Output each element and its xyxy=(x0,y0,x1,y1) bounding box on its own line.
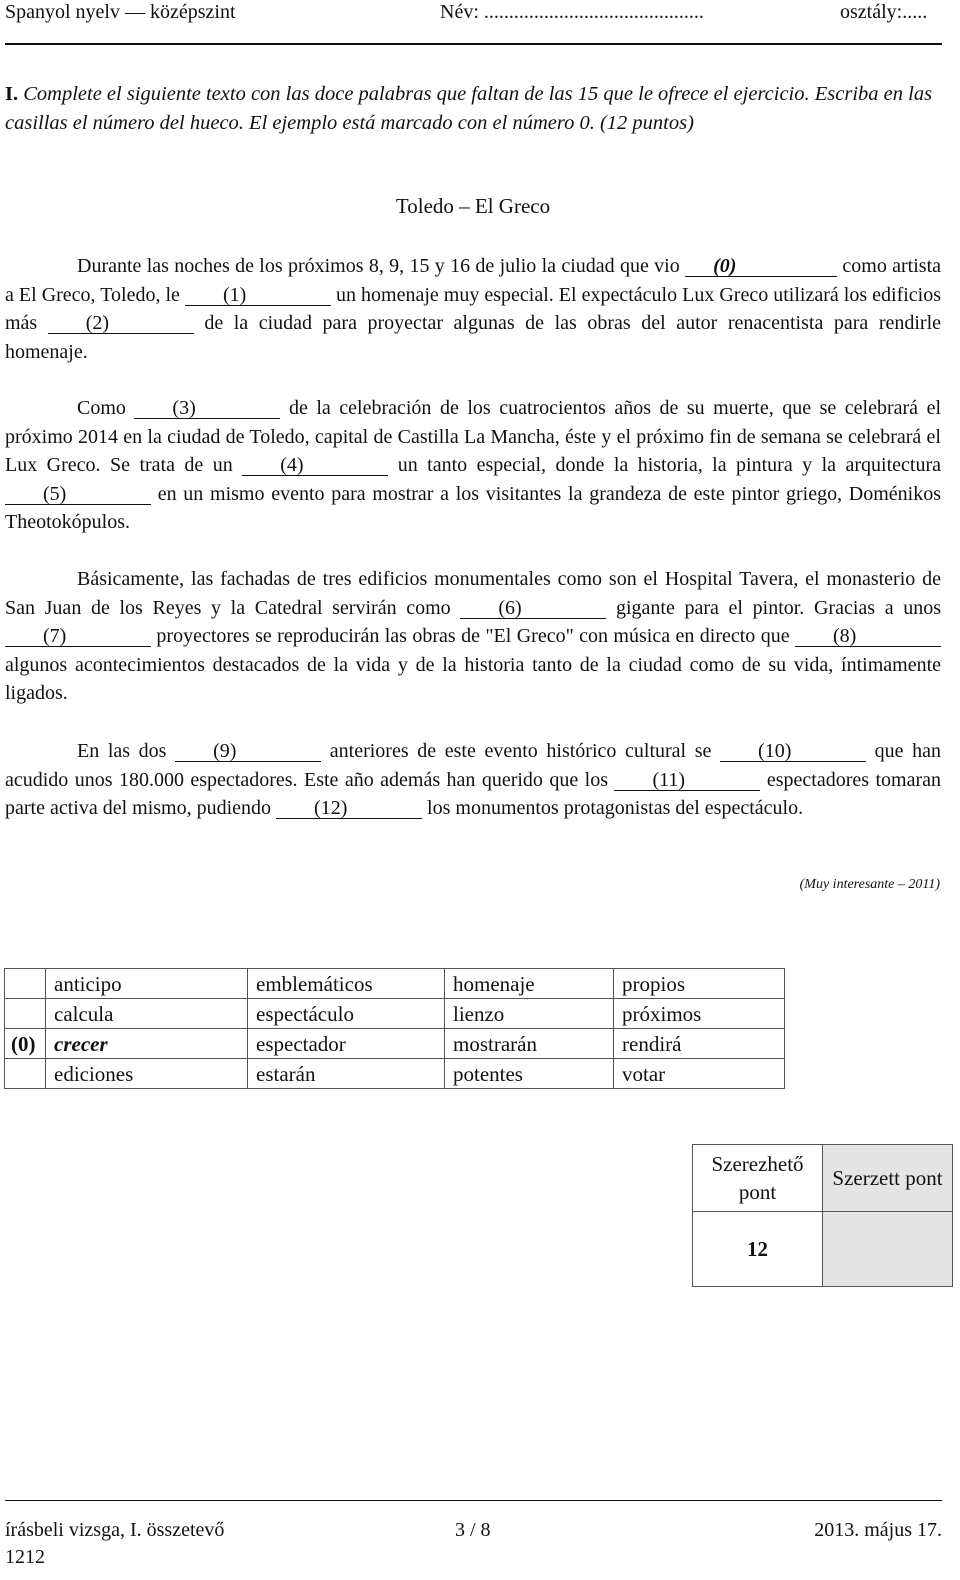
word-cell-example: crecer xyxy=(46,1029,248,1059)
gap-11: (11) xyxy=(614,770,760,791)
word-cell: propios xyxy=(614,969,785,999)
page-number: 3 / 8 xyxy=(455,1519,491,1541)
task-number: I. xyxy=(5,83,19,105)
gap-9: (9) xyxy=(175,741,321,762)
task-instruction xyxy=(5,80,940,137)
row-marker xyxy=(5,969,46,999)
score-box xyxy=(692,1144,953,1287)
footer-code: 1212 xyxy=(5,1546,45,1568)
gap-4: (4) xyxy=(242,455,388,476)
table-row xyxy=(5,999,785,1029)
gap-2: (2) xyxy=(48,313,194,334)
paragraph-4: En las dos (9) anteriores de este evento histórico cultural se (10) que han acudido unos 180.000 espectadores. Este año además han querido que los (11) espectadores tomaran parte activa del mismo, pudiendo (12) los monumentos protagonistas del espectáculo. xyxy=(5,740,942,819)
table-row xyxy=(5,1059,785,1089)
word-cell: ediciones xyxy=(46,1059,248,1089)
header-class-field: osztály:..... xyxy=(840,1,928,23)
gap-3: (3) xyxy=(134,398,280,419)
gap-1: (1) xyxy=(185,285,331,306)
header-subject: Spanyol nyelv — középszint xyxy=(5,1,236,23)
word-cell: rendirá xyxy=(614,1029,785,1059)
earned-points-field[interactable] xyxy=(823,1212,953,1287)
paragraph-1: Durante las noches de los próximos 8, 9, 15 y 16 de julio la ciudad que vio (0) como artista a El Greco, Toledo, le (1) un homenaje muy especial. El expectáculo Lux Greco utilizará los edificios más (2) de la ciudad para proyectar algunas de las obras del autor renacentista para rendirle homenaje. xyxy=(5,255,942,363)
gap-6: (6) xyxy=(460,598,606,619)
source-citation: (Muy interesante – 2011) xyxy=(799,877,940,892)
gap-0: (0) xyxy=(685,256,837,277)
row-marker xyxy=(5,1059,46,1089)
footer-date: 2013. május 17. xyxy=(814,1519,942,1541)
word-cell: estarán xyxy=(248,1059,445,1089)
table-row xyxy=(5,1029,785,1059)
footer-divider xyxy=(5,1500,942,1501)
page-header xyxy=(5,0,942,46)
word-cell: lienzo xyxy=(445,999,614,1029)
footer-exam-part: írásbeli vizsga, I. összetevő xyxy=(5,1519,225,1541)
gap-7: (7) xyxy=(5,626,151,647)
available-points-value: 12 xyxy=(693,1212,823,1287)
row-marker: (0) xyxy=(5,1029,46,1059)
table-row xyxy=(5,969,785,999)
word-cell: espectáculo xyxy=(248,999,445,1029)
paragraph-2: Como (3) de la celebración de los cuatrocientos años de su muerte, que se celebrará el próximo 2014 en la ciudad de Toledo, capital de Castilla La Mancha, éste y el próximo fin de semana se celebrará el Lux Greco. Se trata de un (4) un tanto especial, donde la historia, la pintura y la arquitectura (5) en un mismo evento para mostrar a los visitantes la grandeza de este pintor griego, Doménikos Theotokópulos. xyxy=(5,397,942,533)
header-divider xyxy=(5,43,942,45)
word-cell: votar xyxy=(614,1059,785,1089)
word-cell: calcula xyxy=(46,999,248,1029)
earned-points-label: Szerzett pont xyxy=(823,1145,953,1212)
row-marker xyxy=(5,999,46,1029)
word-cell: mostrarán xyxy=(445,1029,614,1059)
paragraph-3: Básicamente, las fachadas de tres edificios monumentales como son el Hospital Tavera, el monasterio de San Juan de los Reyes y la Catedral servirán como (6) gigante para el pintor. Gracias a unos (7) proyectores se reproducirán las obras de "El Greco" con música en directo que (8) algunos acontecimientos destacados de la vida y de la historia tanto de la ciudad como de su vida, íntimamente ligados. xyxy=(5,568,942,704)
task-instruction-text: Complete el siguiente texto con las doce palabras que faltan de las 15 que le ofrece el ejercicio. Escriba en las casillas el número del hueco. El ejemplo está marcado con el número 0. (12 puntos) xyxy=(5,83,933,134)
word-cell: anticipo xyxy=(46,969,248,999)
word-cell: próximos xyxy=(614,999,785,1029)
gap-12: (12) xyxy=(276,798,422,819)
word-cell: emblemáticos xyxy=(248,969,445,999)
word-cell: potentes xyxy=(445,1059,614,1089)
gap-5: (5) xyxy=(5,484,151,505)
available-points-label: Szerezhető pont xyxy=(693,1145,823,1212)
word-cell: homenaje xyxy=(445,969,614,999)
gap-8: (8) xyxy=(795,626,941,647)
word-bank-table xyxy=(4,968,785,1089)
gap-10: (10) xyxy=(720,741,866,762)
word-cell: espectador xyxy=(248,1029,445,1059)
text-title: Toledo – El Greco xyxy=(395,194,551,218)
header-name-field: Név: ............................................ xyxy=(440,1,704,23)
